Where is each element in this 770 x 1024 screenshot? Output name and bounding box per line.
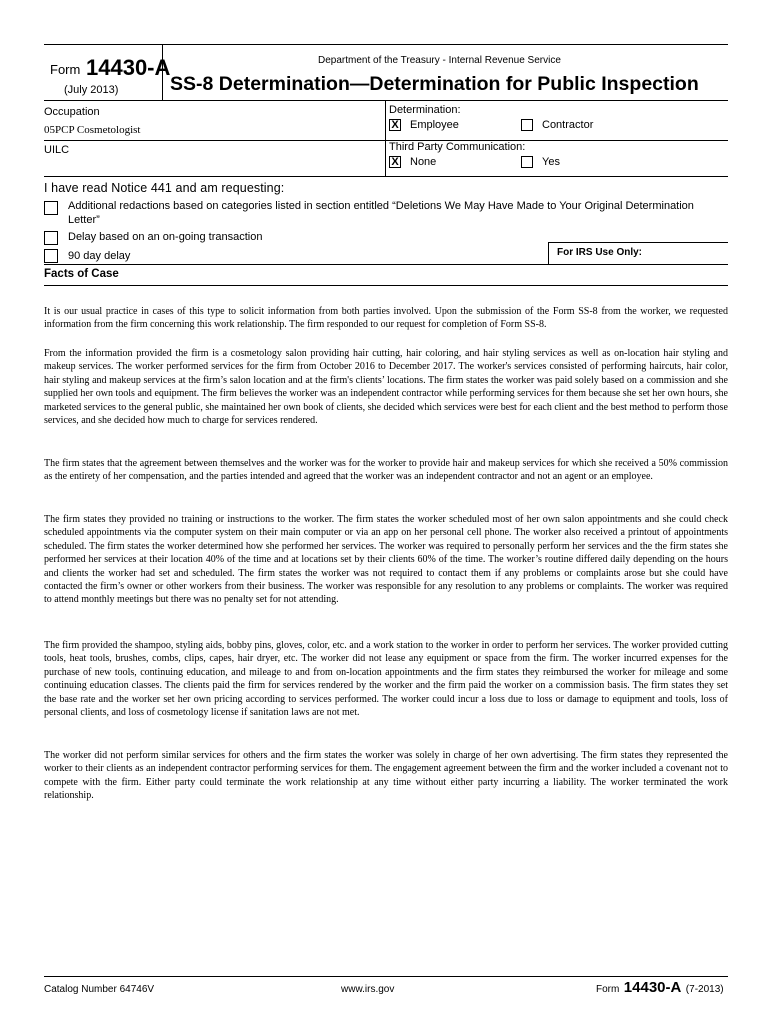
footer-form-word: Form <box>596 984 620 995</box>
facts-paragraph-3: The firm states that the agreement between themselves and the worker was for the worker to provide hair and makeup services for which she received a 50% commission as the entirety of her compensation, and the parties intended and agreed that the worker was an independent contractor and not an agent or an employee. <box>44 458 728 483</box>
uilc-label: UILC <box>44 144 70 156</box>
contractor-label: Contractor <box>542 119 594 131</box>
form-date: (July 2013) <box>64 84 119 96</box>
fields-bottom-rule <box>44 176 728 177</box>
footer-form-id <box>596 979 724 997</box>
page-title: SS-8 Determination—Determination for Public Inspection <box>170 73 699 95</box>
delay-transaction-option: Delay based on an on-going transaction <box>68 231 263 243</box>
header-top-rule <box>44 44 728 45</box>
department-name: Department of the Treasury - Internal Revenue Service <box>318 55 561 66</box>
occupation-value: 05PCP Cosmetologist <box>44 124 141 136</box>
catalog-number: Catalog Number 64746V <box>44 984 155 995</box>
determination-divider <box>385 100 386 176</box>
redactions-option-line1: Additional redactions based on categories listed in section entitled “Deletions We May Have Made to Your Original Determination <box>68 200 694 212</box>
yes-label: Yes <box>542 156 560 168</box>
contractor-checkbox[interactable] <box>521 119 533 131</box>
request-heading: I have read Notice 441 and am requesting: <box>44 181 285 195</box>
employee-checkbox[interactable]: X <box>389 119 401 131</box>
facts-top-rule <box>44 264 728 265</box>
facts-paragraph-2: From the information provided the firm is a cosmetology salon providing hair cutting, hair coloring, and hair styling services as well as on-location hair styling and makeup services. The worker performed services for the firm from October 2016 to December 2017. The worker's services consisted of performing haircuts, hair color, hair styling and makeup services at the firm’s salon location and at the firm's clients’ locations. The firm states the worker was paid solely based on a commission and she supplied her own tools and equipment. The firm believes the worker was an independent contractor while performing services for them because she set her own hours, she marketed services to the general public, she maintained her own book of clients, she decided which services were best for each client and the best method to perform those services, and she decided how much to charge for services rendered. <box>44 348 728 427</box>
ninety-day-checkbox[interactable] <box>44 249 58 263</box>
irs-use-label: For IRS Use Only: <box>557 247 643 258</box>
occupation-label: Occupation <box>44 106 100 118</box>
third-party-label: Third Party Communication: <box>389 141 526 153</box>
facts-paragraph-5: The firm provided the shampoo, styling aids, bobby pins, gloves, color, etc. and a work station to the worker in order to perform her services. The worker provided cutting tools, heat tools, brushes, combs, clips, capes, hair dryer, etc. The worker did not lease any equipment or space from the firm. The worker incurred expenses for the purchase of new tools, continuing education, and mileage to and from on-location appointments and the firm states they reimbursed the worker for mileage and some continuing education classes. The clients paid the firm for services rendered by the worker and the firm paid the worker on a commission basis. The firm states they set the base rate and the worker set her own pricing according to services performed. The worker could incur a loss due to loss or damage to equipment and tools, loss of personal clients, and loss of cosmetology license if sanitation laws are not met. <box>44 640 728 719</box>
footer-revision: (7-2013) <box>685 984 724 995</box>
facts-paragraph-4: The firm states they provided no training or instructions to the worker. The firm states the worker scheduled most of her own salon appointments and she could check scheduled appointments via the computer system on their main computer or via an app on her personal cell phone. The worker also received a printout of appointments scheduled. The firm states the worker determined how she performed her services. The worker was required to personally perform her services and the the firm states she performed her services at their location 40% of the time and at locations set by their clients 60% of the time. The worker’s routine differed daily depending on the hours and clients the worker had set and scheduled. The firm states the worker was not required to contact them if any problems or complaints arose but she could have contacted the firm’s owner or other workers from their business. The worker was responsible for any resolution to any problems or complaints. The worker was required to attend monthly meetings but there was no penalty set for not attending. <box>44 514 728 606</box>
header-bottom-rule <box>44 100 728 101</box>
facts-heading: Facts of Case <box>44 268 119 280</box>
none-checkbox[interactable]: X <box>389 156 401 168</box>
redactions-option-line2: Letter” <box>68 214 100 226</box>
footer-form-number: 14430-A <box>623 979 682 996</box>
determination-label: Determination: <box>389 104 461 116</box>
footer-rule <box>44 976 728 977</box>
delay-transaction-checkbox[interactable] <box>44 231 58 245</box>
facts-paragraph-6: The worker did not perform similar services for others and the firm states the worker was solely in charge of her own advertising. The firm states they represented the worker to their clients as an independent contractor performing services for them. The engagement agreement between the firm and the worker included a covenant not to compete with the firm. Either party could terminate the work relationship at any time without either party incurring a liability. The worker terminated the work relationship. <box>44 750 728 802</box>
facts-bottom-rule <box>44 285 728 286</box>
facts-paragraph-1: It is our usual practice in cases of this type to solicit information from both parties involved. Upon the submission of the Form SS-8 from the worker, we requested information from the firm concerning this work relationship. The firm responded to our request for completion of Form SS-8. <box>44 306 728 331</box>
redactions-checkbox[interactable] <box>44 201 58 215</box>
employee-label: Employee <box>410 119 459 131</box>
ninety-day-option: 90 day delay <box>68 250 131 262</box>
irs-use-box <box>548 242 728 264</box>
form-label: Form <box>50 62 81 77</box>
website: www.irs.gov <box>341 984 395 995</box>
none-label: None <box>410 156 437 168</box>
occupation-rule <box>44 140 728 141</box>
yes-checkbox[interactable] <box>521 156 533 168</box>
form-number: 14430-A <box>86 55 171 80</box>
